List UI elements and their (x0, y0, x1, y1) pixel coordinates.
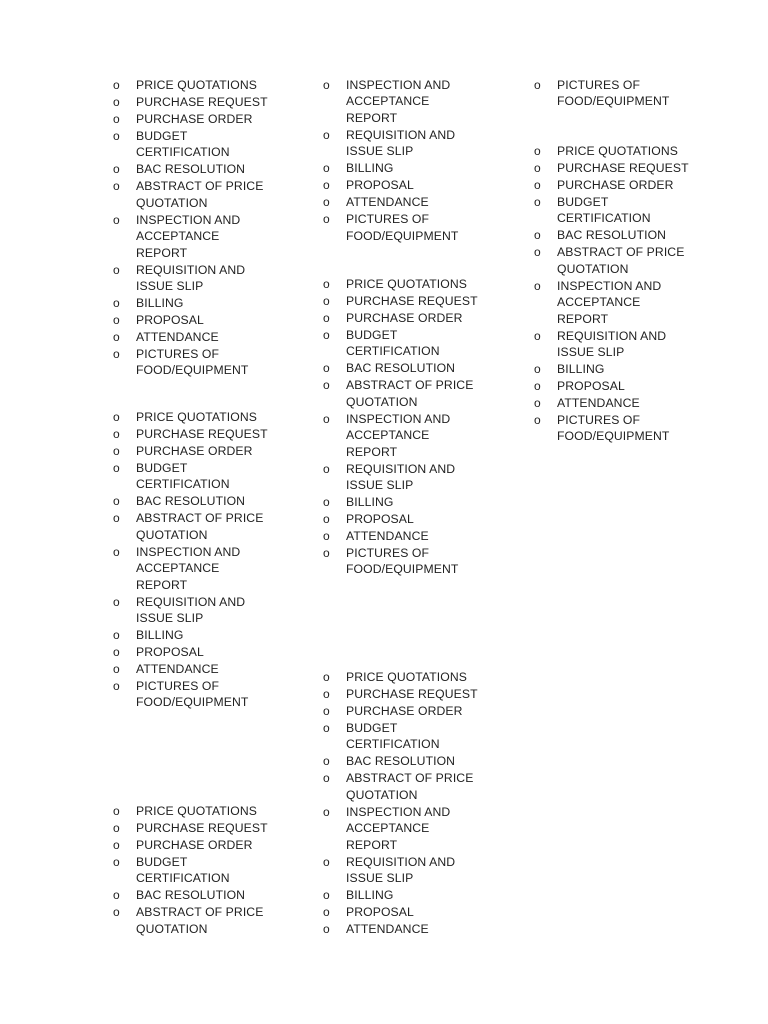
bullet-icon: o (323, 529, 330, 544)
bullet-icon: o (534, 161, 541, 175)
list-item (113, 178, 303, 211)
list-item (534, 143, 724, 159)
checklist-col2-list1 (323, 77, 513, 245)
list-item-label: ABSTRACT OF PRICE QUOTATION (136, 179, 264, 210)
list-item-label: ATTENDANCE (136, 330, 219, 345)
bullet-icon: o (534, 144, 541, 158)
bullet-icon: o (113, 162, 120, 177)
bullet-icon: o (113, 461, 120, 475)
list-item (113, 493, 303, 509)
list-item (323, 411, 513, 460)
bullet-icon: o (113, 544, 120, 559)
bullet-icon: o (323, 495, 330, 510)
checklist-col3-list1 (534, 77, 724, 110)
list-item (323, 160, 513, 176)
list-item-label: PURCHASE REQUEST (346, 294, 478, 308)
bullet-icon: o (323, 411, 330, 426)
list-item-label: ATTENDANCE (136, 662, 219, 677)
bullet-icon: o (534, 413, 541, 428)
list-item (534, 177, 724, 193)
bullet-icon: o (323, 127, 330, 142)
bullet-icon: o (534, 379, 541, 394)
bullet-icon: o (323, 804, 330, 819)
bullet-icon: o (534, 328, 541, 343)
list-item (113, 644, 303, 660)
list-item (323, 177, 513, 193)
bullet-icon: o (323, 461, 330, 476)
list-item-label: REQUISITION AND ISSUE SLIP (346, 854, 456, 886)
list-item (534, 278, 724, 327)
list-item-label: PURCHASE REQUEST (136, 95, 268, 109)
list-item-label: ATTENDANCE (557, 396, 640, 411)
list-item-label: BAC RESOLUTION (136, 494, 246, 509)
list-item-label: PICTURES OF FOOD/EQUIPMENT (557, 413, 670, 444)
list-item-label: ATTENDANCE (346, 529, 429, 544)
list-item (323, 669, 513, 685)
list-item (534, 194, 724, 227)
bullet-icon: o (534, 278, 541, 293)
checklist-col1-list2 (113, 409, 303, 711)
list-item (323, 127, 513, 160)
list-item-label: REQUISITION AND ISSUE SLIP (136, 594, 246, 626)
list-item-label: PICTURES OF FOOD/EQUIPMENT (346, 212, 459, 243)
bullet-icon: o (113, 179, 120, 194)
list-item (534, 328, 724, 361)
bullet-icon: o (113, 594, 120, 609)
list-item-label: ABSTRACT OF PRICE QUOTATION (136, 511, 264, 542)
bullet-icon: o (534, 195, 541, 209)
bullet-icon: o (113, 628, 120, 643)
list-item-label: ATTENDANCE (346, 922, 429, 937)
list-item-label: INSPECTION AND ACCEPTANCE REPORT (136, 544, 241, 592)
list-item (113, 627, 303, 643)
list-item (323, 703, 513, 719)
list-item-label: BAC RESOLUTION (557, 228, 667, 243)
list-item-label: BILLING (557, 362, 605, 377)
list-item (113, 94, 303, 110)
list-item (534, 227, 724, 243)
list-item-label: PRICE QUOTATIONS (346, 670, 467, 684)
bullet-icon: o (323, 687, 330, 701)
list-item (323, 545, 513, 578)
list-item (113, 661, 303, 677)
list-item (323, 276, 513, 292)
bullet-icon: o (113, 129, 120, 143)
list-item-label: INSPECTION AND ACCEPTANCE REPORT (346, 411, 451, 459)
list-item-label: BUDGET CERTIFICATION (136, 129, 230, 160)
list-item (323, 327, 513, 360)
bullet-icon: o (323, 328, 330, 342)
list-item (323, 770, 513, 803)
bullet-icon: o (113, 78, 120, 92)
bullet-icon: o (323, 294, 330, 308)
list-item-label: REQUISITION AND ISSUE SLIP (557, 328, 667, 360)
list-item (113, 77, 303, 93)
list-item (534, 77, 724, 110)
bullet-icon: o (323, 378, 330, 393)
bullet-icon: o (113, 427, 120, 441)
list-item-label: REQUISITION AND ISSUE SLIP (346, 127, 456, 159)
bullet-icon: o (113, 330, 120, 345)
bullet-icon: o (113, 905, 120, 920)
checklist-col3-list2 (534, 143, 724, 445)
list-item-label: ABSTRACT OF PRICE QUOTATION (136, 905, 264, 936)
bullet-icon: o (323, 854, 330, 869)
list-item (113, 128, 303, 161)
bullet-icon: o (113, 888, 120, 903)
list-item-label: BILLING (136, 628, 184, 643)
list-item (323, 753, 513, 769)
list-item-label: PRICE QUOTATIONS (136, 804, 257, 818)
list-item (113, 426, 303, 442)
bullet-icon: o (534, 178, 541, 192)
list-item-label: PROPOSAL (346, 905, 414, 920)
list-item (113, 820, 303, 836)
list-item (323, 194, 513, 210)
bullet-icon: o (113, 313, 120, 328)
bullet-icon: o (113, 112, 120, 126)
list-item (323, 310, 513, 326)
bullet-icon: o (113, 821, 120, 835)
list-item (534, 412, 724, 445)
bullet-icon: o (323, 512, 330, 527)
bullet-icon: o (323, 78, 330, 92)
checklist-col2-list3 (323, 669, 513, 938)
list-item (323, 921, 513, 937)
list-item (323, 293, 513, 309)
bullet-icon: o (113, 662, 120, 677)
list-item (323, 528, 513, 544)
bullet-icon: o (113, 855, 120, 869)
list-item (323, 511, 513, 527)
list-item-label: PURCHASE REQUEST (557, 161, 689, 175)
list-item-label: PROPOSAL (346, 512, 414, 527)
list-item (113, 295, 303, 311)
bullet-icon: o (534, 245, 541, 260)
bullet-icon: o (323, 704, 330, 718)
list-item (534, 378, 724, 394)
list-item-label: REQUISITION AND ISSUE SLIP (346, 461, 456, 493)
list-item-label: PURCHASE ORDER (136, 444, 253, 458)
list-item-label: INSPECTION AND ACCEPTANCE REPORT (136, 212, 241, 260)
list-item (323, 804, 513, 853)
list-item-label: PICTURES OF FOOD/EQUIPMENT (136, 679, 249, 710)
list-item (113, 212, 303, 261)
list-item-label: BUDGET CERTIFICATION (136, 855, 230, 886)
list-item (323, 360, 513, 376)
list-item-label: PURCHASE REQUEST (136, 427, 268, 441)
bullet-icon: o (534, 228, 541, 243)
list-item (113, 854, 303, 887)
list-item-label: PURCHASE ORDER (346, 311, 463, 325)
list-item (113, 329, 303, 345)
list-item (113, 409, 303, 425)
bullet-icon: o (323, 277, 330, 291)
list-item-label: PROPOSAL (136, 313, 204, 328)
list-item-label: PICTURES OF FOOD/EQUIPMENT (136, 347, 249, 378)
list-item-label: BUDGET CERTIFICATION (136, 461, 230, 492)
bullet-icon: o (113, 494, 120, 509)
list-item (323, 720, 513, 753)
list-item-label: PROPOSAL (346, 178, 414, 193)
bullet-icon: o (323, 195, 330, 210)
list-item-label: PURCHASE REQUEST (346, 687, 478, 701)
bullet-icon: o (323, 212, 330, 227)
list-item (113, 544, 303, 593)
list-item-label: BILLING (346, 161, 394, 176)
bullet-icon: o (113, 95, 120, 109)
list-item-label: INSPECTION AND ACCEPTANCE REPORT (346, 78, 451, 125)
list-item-label: PROPOSAL (557, 379, 625, 394)
checklist-col1-list3 (113, 803, 303, 938)
list-item (113, 678, 303, 711)
list-item (113, 887, 303, 903)
list-item-label: BAC RESOLUTION (136, 162, 246, 177)
list-item-label: BAC RESOLUTION (136, 888, 246, 903)
bullet-icon: o (323, 754, 330, 769)
bullet-icon: o (113, 645, 120, 660)
list-item-label: ATTENDANCE (346, 195, 429, 210)
list-item-label: BILLING (136, 296, 184, 311)
list-item (534, 361, 724, 377)
list-item (534, 395, 724, 411)
bullet-icon: o (113, 296, 120, 311)
list-item (323, 461, 513, 494)
bullet-icon: o (323, 546, 330, 561)
bullet-icon: o (534, 396, 541, 411)
bullet-icon: o (323, 888, 330, 903)
list-item (113, 161, 303, 177)
list-item (113, 262, 303, 295)
list-item (113, 904, 303, 937)
list-item (113, 443, 303, 459)
bullet-icon: o (113, 212, 120, 227)
list-item-label: BAC RESOLUTION (346, 754, 456, 769)
list-item-label: PRICE QUOTATIONS (557, 144, 678, 158)
list-item-label: BUDGET CERTIFICATION (346, 328, 440, 359)
list-item (323, 77, 513, 126)
list-item (113, 837, 303, 853)
bullet-icon: o (534, 362, 541, 377)
list-item (323, 377, 513, 410)
list-item (323, 494, 513, 510)
list-item-label: ABSTRACT OF PRICE QUOTATION (346, 771, 474, 802)
list-item (113, 111, 303, 127)
list-item-label: PROPOSAL (136, 645, 204, 660)
list-item-label: PRICE QUOTATIONS (136, 78, 257, 92)
checklist-col1-list1 (113, 77, 303, 379)
list-item-label: BUDGET CERTIFICATION (346, 721, 440, 752)
bullet-icon: o (323, 311, 330, 325)
bullet-icon: o (323, 161, 330, 176)
list-item (113, 510, 303, 543)
bullet-icon: o (323, 922, 330, 937)
bullet-icon: o (323, 721, 330, 735)
list-item-label: PURCHASE ORDER (346, 704, 463, 718)
list-item (323, 854, 513, 887)
bullet-icon: o (323, 361, 330, 376)
list-item (113, 460, 303, 493)
list-item-label: BUDGET CERTIFICATION (557, 195, 651, 226)
list-item-label: PURCHASE ORDER (136, 838, 253, 852)
list-item-label: PICTURES OF FOOD/EQUIPMENT (557, 78, 670, 109)
list-item (534, 244, 724, 277)
bullet-icon: o (323, 178, 330, 193)
list-item-label: PRICE QUOTATIONS (346, 277, 467, 291)
list-item-label: REQUISITION AND ISSUE SLIP (136, 262, 246, 294)
list-item (323, 904, 513, 920)
list-item-label: PURCHASE ORDER (557, 178, 674, 192)
list-item (113, 594, 303, 627)
bullet-icon: o (113, 444, 120, 458)
list-item-label: PURCHASE ORDER (136, 112, 253, 126)
list-item (113, 312, 303, 328)
bullet-icon: o (113, 838, 120, 852)
list-item-label: ABSTRACT OF PRICE QUOTATION (557, 245, 685, 276)
list-item-label: BILLING (346, 888, 394, 903)
bullet-icon: o (534, 78, 541, 92)
list-item (113, 346, 303, 379)
list-item (113, 803, 303, 819)
bullet-icon: o (113, 679, 120, 694)
bullet-icon: o (323, 670, 330, 684)
list-item (323, 686, 513, 702)
list-item-label: BILLING (346, 495, 394, 510)
list-item-label: PICTURES OF FOOD/EQUIPMENT (346, 546, 459, 577)
checklist-col2-list2 (323, 276, 513, 578)
bullet-icon: o (323, 905, 330, 920)
bullet-icon: o (113, 262, 120, 277)
bullet-icon: o (113, 410, 120, 424)
bullet-icon: o (113, 511, 120, 526)
list-item (323, 887, 513, 903)
list-item-label: INSPECTION AND ACCEPTANCE REPORT (557, 278, 662, 326)
bullet-icon: o (113, 804, 120, 818)
list-item-label: BAC RESOLUTION (346, 361, 456, 376)
bullet-icon: o (323, 771, 330, 786)
list-item (534, 160, 724, 176)
list-item (323, 211, 513, 244)
list-item-label: INSPECTION AND ACCEPTANCE REPORT (346, 804, 451, 852)
list-item-label: ABSTRACT OF PRICE QUOTATION (346, 378, 474, 409)
list-item-label: PRICE QUOTATIONS (136, 410, 257, 424)
bullet-icon: o (113, 347, 120, 362)
list-item-label: PURCHASE REQUEST (136, 821, 268, 835)
